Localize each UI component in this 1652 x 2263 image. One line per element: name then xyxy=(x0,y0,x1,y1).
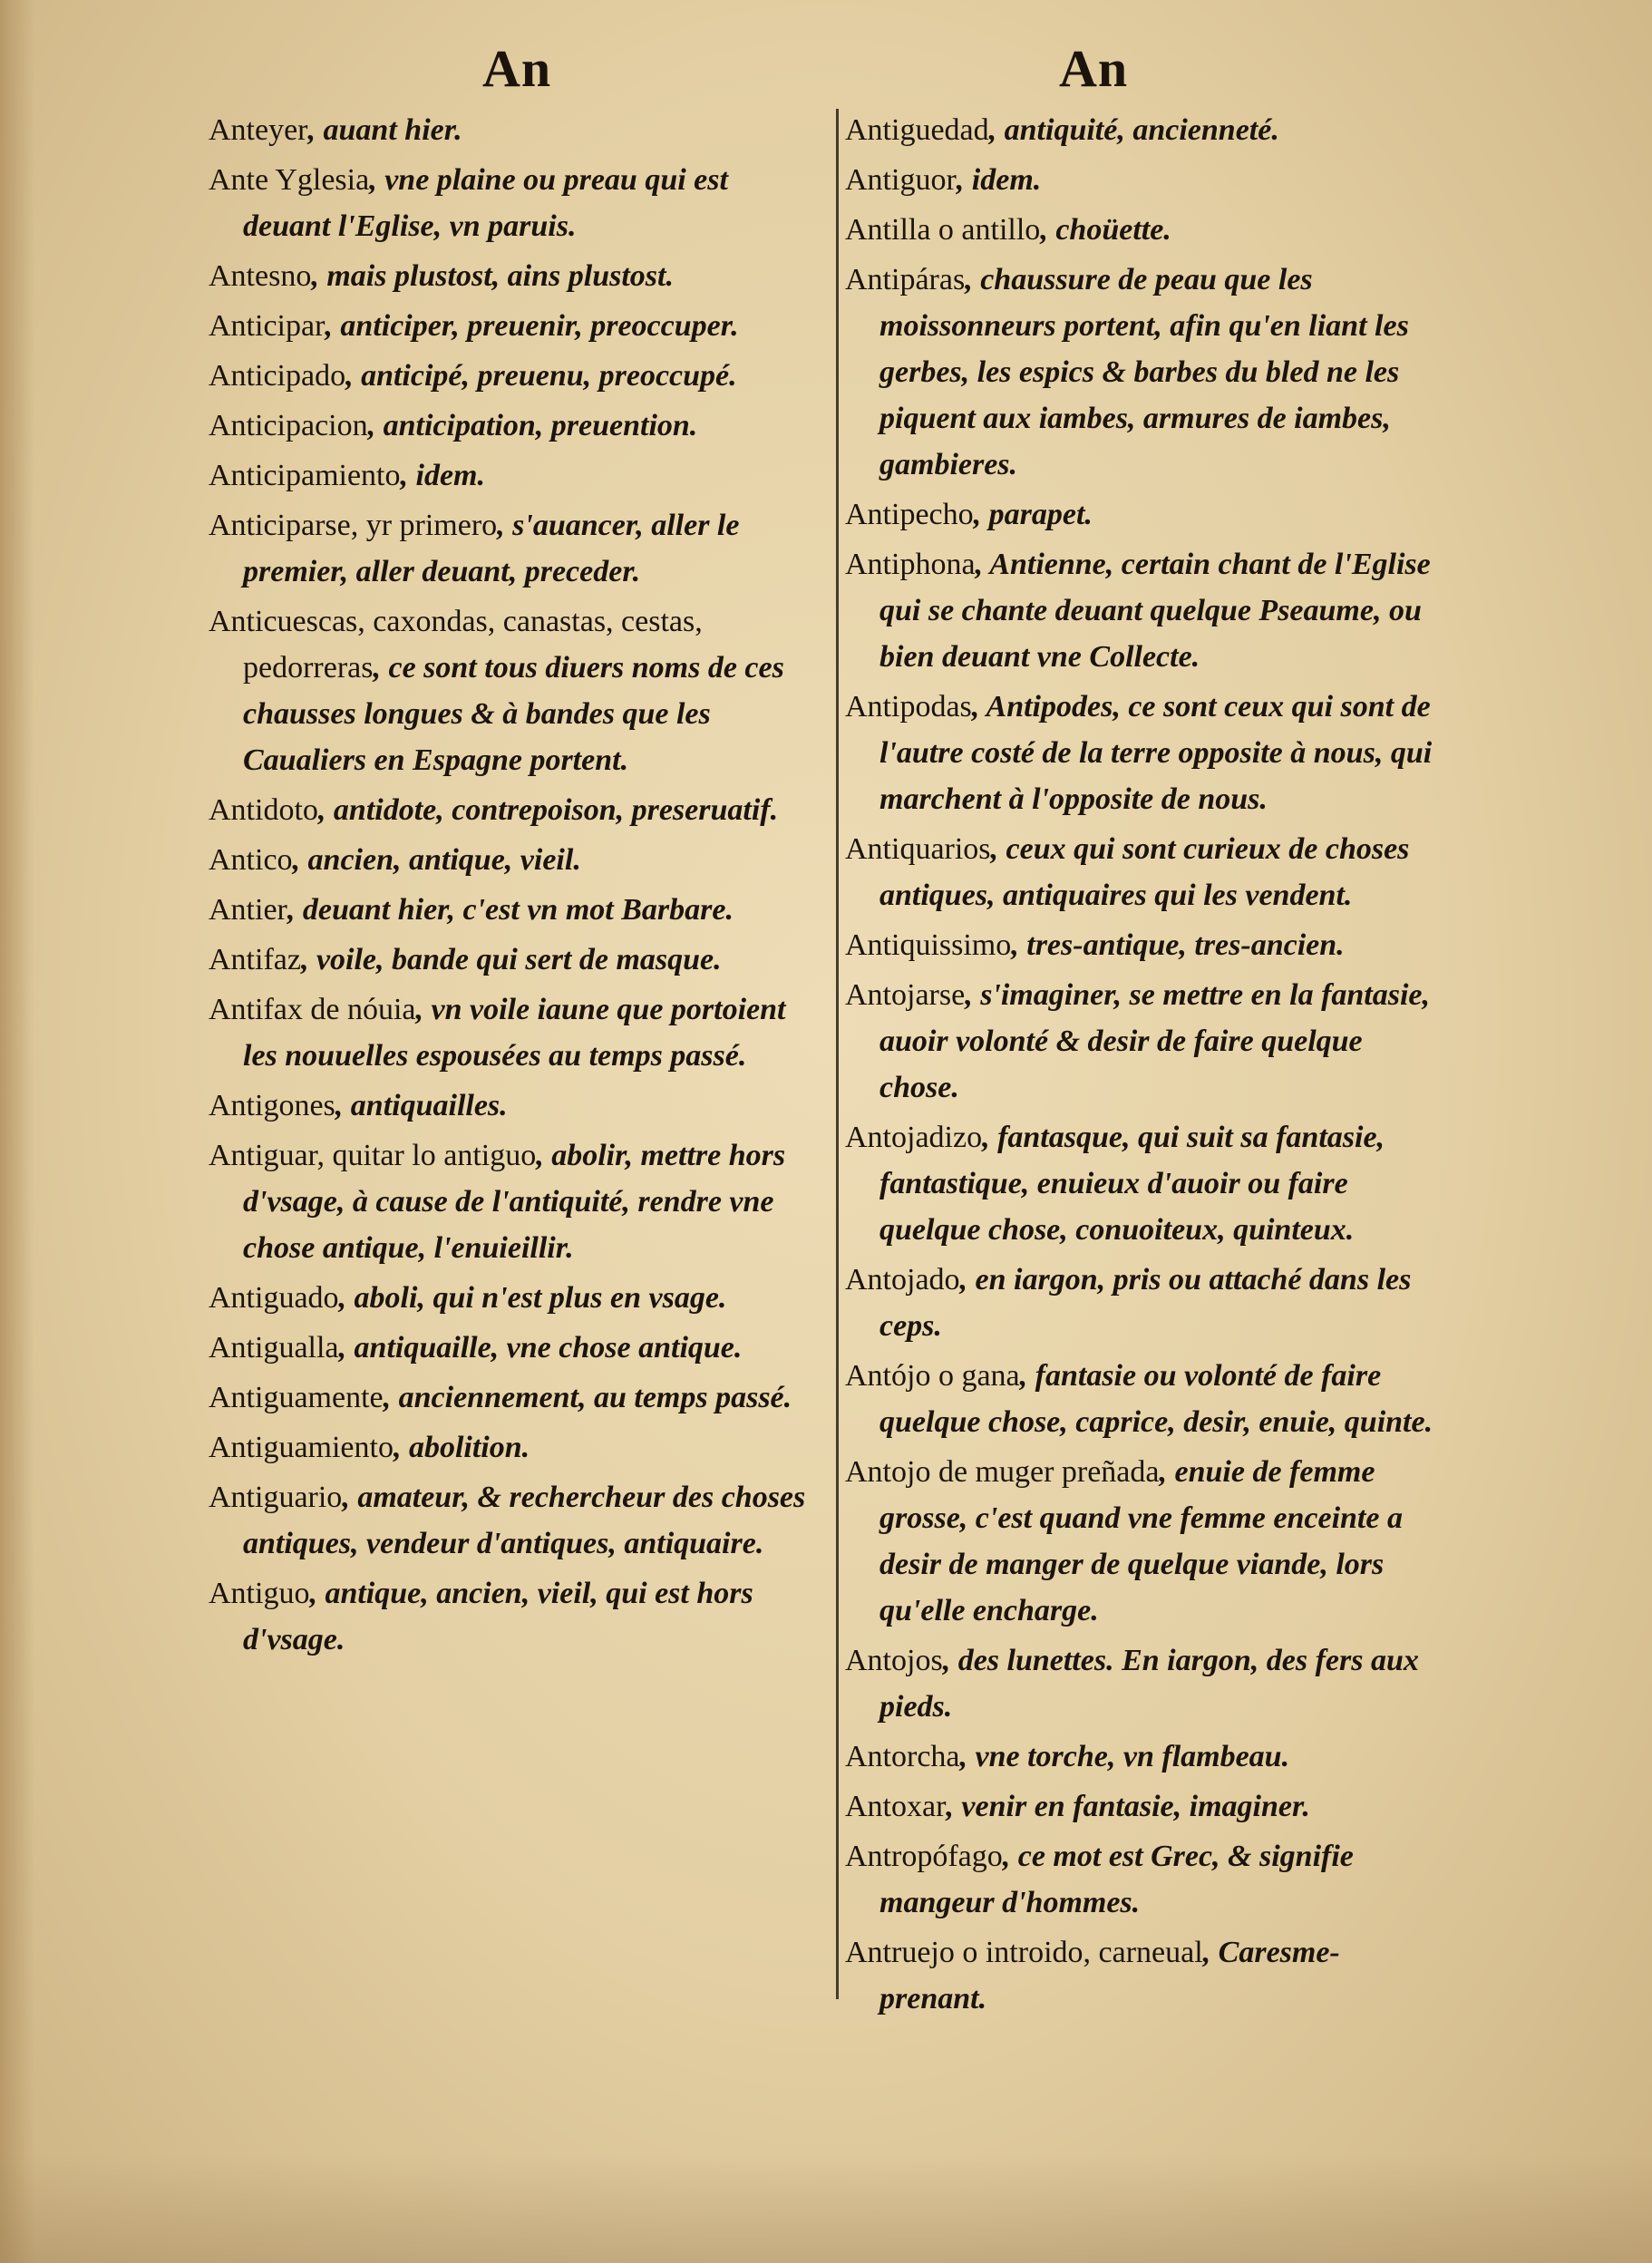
dictionary-entry xyxy=(209,1083,807,1129)
right-column xyxy=(845,107,1443,2025)
dictionary-entry xyxy=(845,1114,1443,1253)
entry-headword: Anticuescas, caxondas, canastas, cestas, pedorreras xyxy=(209,605,703,685)
dictionary-entry xyxy=(209,937,807,983)
entry-definition: , aboli, qui n'est plus en vsage. xyxy=(338,1281,727,1315)
left-column xyxy=(209,107,807,1666)
entry-definition: , s'imaginer, se mettre en la fantasie, auoir volonté & desir de faire quelque chose. xyxy=(879,978,1431,1104)
entry-headword: Anticipamiento xyxy=(209,459,401,492)
entry-definition: , parapet. xyxy=(973,498,1093,531)
entry-headword: Antójo o gana xyxy=(845,1359,1020,1393)
entry-headword: Antojos xyxy=(845,1644,943,1677)
entry-definition: , deuant hier, c'est vn mot Barbare. xyxy=(287,893,734,927)
entry-definition: , ce mot est Grec, & signifie mangeur d'hommes. xyxy=(879,1840,1354,1919)
entry-headword: Antipecho xyxy=(845,498,974,531)
running-head-right: An xyxy=(1059,39,1129,98)
dictionary-entry xyxy=(209,452,807,499)
entry-headword: Anticipado xyxy=(209,359,346,393)
dictionary-entry xyxy=(209,1474,807,1567)
dictionary-entry xyxy=(845,972,1443,1111)
entry-definition: , Antienne, certain chant de l'Eglise qui se chante deuant quelque Pseaume, ou bien deuant vne Collecte. xyxy=(879,548,1431,674)
entry-headword: Antruejo o introido, carneual xyxy=(845,1936,1203,1969)
dictionary-entry xyxy=(209,1325,807,1371)
dictionary-entry xyxy=(209,502,807,595)
dictionary-entry xyxy=(209,157,807,249)
dictionary-entry xyxy=(209,1424,807,1471)
entry-headword: Antifaz xyxy=(209,943,301,976)
dictionary-entry xyxy=(845,541,1443,680)
entry-definition: , choüette. xyxy=(1040,213,1171,247)
entry-headword: Antropófago xyxy=(845,1840,1003,1873)
entry-headword: Ante Yglesia xyxy=(209,163,370,197)
dictionary-entry xyxy=(845,1929,1443,2022)
entry-definition: , voile, bande qui sert de masque. xyxy=(300,943,722,976)
entry-headword: Antorcha xyxy=(845,1740,960,1773)
dictionary-entry xyxy=(209,303,807,349)
entry-definition: , tres-antique, tres-ancien. xyxy=(1011,928,1345,962)
entry-headword: Antidoto xyxy=(209,793,318,827)
entry-headword: Antipáras xyxy=(845,263,966,296)
dictionary-entry xyxy=(845,1449,1443,1634)
entry-definition: , idem. xyxy=(956,163,1042,197)
entry-definition: , anciennement, au temps passé. xyxy=(383,1381,792,1414)
entry-definition: , vn voile iaune que portoient les nouuelles espousées au temps passé. xyxy=(243,993,786,1073)
entry-definition: , abolition. xyxy=(393,1431,530,1464)
dictionary-entry xyxy=(209,1570,807,1663)
dictionary-entry xyxy=(845,1637,1443,1730)
dictionary-entry xyxy=(209,1132,807,1271)
entry-headword: Antiquarios xyxy=(845,832,991,866)
entry-headword: Antojadizo xyxy=(845,1121,983,1154)
dictionary-entry xyxy=(209,887,807,933)
dictionary-entry xyxy=(845,1734,1443,1780)
dictionary-entry xyxy=(845,1353,1443,1445)
entry-definition: , ceux qui sont curieux de choses antiques, antiquaires qui les vendent. xyxy=(879,832,1410,912)
entry-headword: Anteyer xyxy=(209,113,308,147)
dictionary-entry xyxy=(209,986,807,1079)
entry-definition: , ce sont tous diuers noms de ces chausses longues & à bandes que les Caualiers en Espagne portent. xyxy=(243,651,784,777)
entry-definition: , antiquailles. xyxy=(335,1089,508,1122)
dictionary-entry xyxy=(845,107,1443,153)
dictionary-entry xyxy=(209,1275,807,1321)
entry-headword: Antier xyxy=(209,893,287,927)
entry-headword: Antiguo xyxy=(209,1577,310,1610)
entry-headword: Antigones xyxy=(209,1089,335,1122)
entry-definition: , antique, ancien, vieil, qui est hors d'vsage. xyxy=(243,1577,753,1656)
dictionary-entry xyxy=(209,787,807,833)
entry-headword: Antiguario xyxy=(209,1481,343,1514)
dictionary-entry xyxy=(845,207,1443,253)
entry-headword: Antiguamiento xyxy=(209,1431,394,1464)
entry-headword: Antojado xyxy=(845,1263,960,1297)
entry-definition: , abolir, mettre hors d'vsage, à cause de l'antiquité, rendre vne chose antique, l'enuieillir. xyxy=(243,1139,786,1265)
dictionary-entry xyxy=(209,1374,807,1421)
entry-definition: , antiquaille, vne chose antique. xyxy=(338,1331,743,1365)
entry-definition: , vne plaine ou preau qui est deuant l'Eglise, vn paruis. xyxy=(243,163,728,243)
entry-headword: Antiguedad xyxy=(845,113,989,147)
entry-definition: , anticipation, preuention. xyxy=(367,409,698,442)
entry-definition: , mais plustost, ains plustost. xyxy=(311,259,674,293)
entry-headword: Antiquissimo xyxy=(845,928,1012,962)
entry-headword: Antifax de nóuia xyxy=(209,993,416,1026)
entry-definition: , Caresme-prenant. xyxy=(879,1936,1340,2015)
entry-definition: , idem. xyxy=(400,459,485,492)
column-divider xyxy=(836,109,839,1999)
entry-headword: Anticiparse, yr primero xyxy=(209,509,498,542)
dictionary-entry xyxy=(209,253,807,299)
entry-definition: , Antipodes, ce sont ceux qui sont de l'autre costé de la terre opposite à nous, qui marchent à l'opposite de nous. xyxy=(879,690,1433,816)
entry-headword: Antiguor xyxy=(845,163,957,197)
entry-definition: , en iargon, pris ou attaché dans les ceps. xyxy=(879,1263,1412,1343)
dictionary-entry xyxy=(845,157,1443,203)
dictionary-entry xyxy=(209,403,807,449)
entry-headword: Antilla o antillo xyxy=(845,213,1041,247)
entry-definition: , auant hier. xyxy=(307,113,462,147)
entry-definition: , vne torche, vn flambeau. xyxy=(959,1740,1290,1773)
entry-headword: Antiphona xyxy=(845,548,976,581)
entry-definition: , antiquité, ancienneté. xyxy=(988,113,1279,147)
dictionary-entry xyxy=(209,353,807,399)
dictionary-entry xyxy=(845,922,1443,968)
dictionary-entry xyxy=(209,598,807,783)
dictionary-entry xyxy=(845,257,1443,488)
entry-headword: Antiguar, quitar lo antiguo xyxy=(209,1139,537,1172)
entry-definition: , s'auancer, aller le premier, aller deuant, preceder. xyxy=(243,509,740,588)
entry-headword: Antiguado xyxy=(209,1281,339,1315)
entry-headword: Antico xyxy=(209,843,293,877)
dictionary-entry xyxy=(845,826,1443,918)
entry-headword: Antojo de muger preñada xyxy=(845,1455,1160,1489)
entry-headword: Antojarse xyxy=(845,978,966,1012)
entry-definition: , des lunettes. En iargon, des fers aux pieds. xyxy=(879,1644,1419,1724)
entry-definition: , venir en fantasie, imaginer. xyxy=(946,1790,1310,1823)
entry-headword: Antiguamente xyxy=(209,1381,384,1414)
entry-headword: Anticipacion xyxy=(209,409,368,442)
dictionary-entry xyxy=(845,491,1443,538)
dictionary-entry xyxy=(845,684,1443,822)
entry-definition: , fantasque, qui suit sa fantasie, fantastique, enuieux d'auoir ou faire quelque chose, conuoiteux, quinteux. xyxy=(879,1121,1385,1247)
entry-headword: Antipodas xyxy=(845,690,972,724)
entry-headword: Antesno xyxy=(209,259,312,293)
entry-definition: , ancien, antique, vieil. xyxy=(292,843,581,877)
entry-definition: , antidote, contrepoison, preseruatif. xyxy=(317,793,779,827)
entry-definition: , amateur, & rechercheur des choses antiques, vendeur d'antiques, antiquaire. xyxy=(243,1481,806,1560)
entry-definition: , chaussure de peau que les moissonneurs portent, afin qu'en liant les gerbes, les espics & barbes du bled ne les piquent aux iambes, armures de iambes, gambieres. xyxy=(879,263,1409,481)
entry-definition: , anticipé, preuenu, preoccupé. xyxy=(345,359,737,393)
entry-definition: , enuie de femme grosse, c'est quand vne femme enceinte a desir de manger de quelque viande, lors qu'elle encharge. xyxy=(879,1455,1403,1627)
entry-headword: Antoxar xyxy=(845,1790,947,1823)
entry-definition: , fantasie ou volonté de faire quelque chose, caprice, desir, enuie, quinte. xyxy=(879,1359,1433,1439)
entry-headword: Anticipar xyxy=(209,309,326,343)
dictionary-entry xyxy=(845,1833,1443,1926)
dictionary-entry xyxy=(845,1257,1443,1349)
dictionary-entry xyxy=(845,1783,1443,1830)
dictionary-entry xyxy=(209,107,807,153)
dictionary-entry xyxy=(209,837,807,883)
running-head-left: An xyxy=(482,39,552,98)
entry-headword: Antigualla xyxy=(209,1331,339,1365)
entry-definition: , anticiper, preuenir, preoccuper. xyxy=(325,309,739,343)
